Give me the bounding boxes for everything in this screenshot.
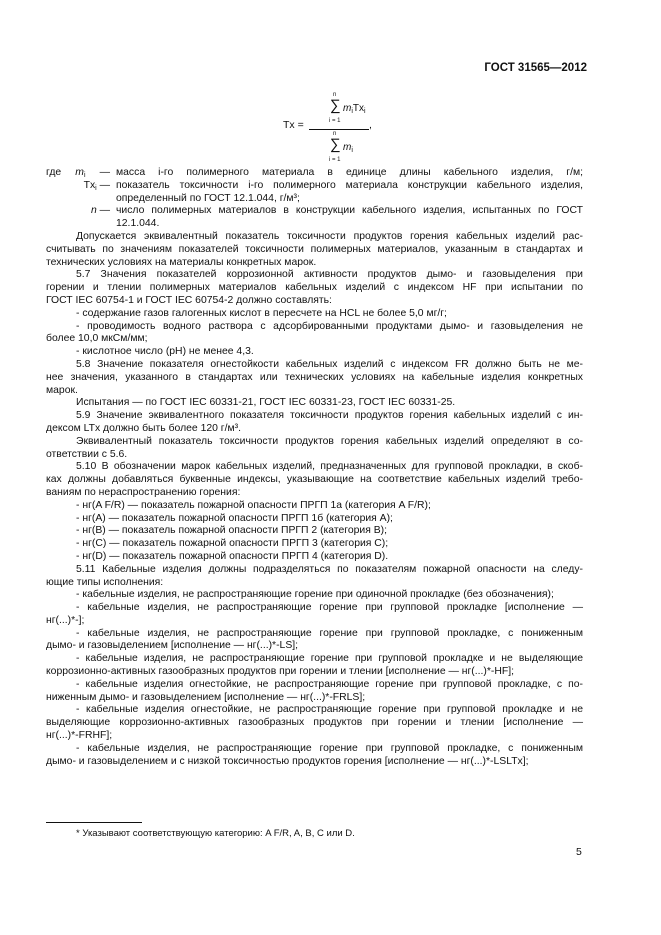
- paragraph-line: коррозионно-активных газообразных продуктов при горении и тлении [исполнение — нг(...)*-HF];: [46, 666, 515, 678]
- list-item: - нг(C) — показатель пожарной опасности ПРГП 3 (категория C);: [76, 538, 389, 550]
- footnote-separator: [46, 822, 142, 823]
- paragraph-line: технических условиях на материалы конкретных марок.: [46, 256, 317, 268]
- paragraph-line: Испытания — по ГОСТ IEC 60331-21, ГОСТ IEC 60331-23, ГОСТ IEC 60331-25.: [76, 397, 456, 409]
- paragraph-line: ответствии с 5.6.: [46, 448, 128, 460]
- paragraph-line: считывать по значениям показателей токсичности полимерных материалов, указанным в стандартах и: [46, 243, 583, 255]
- section-5-9: 5.9 Значение эквивалентного показателя токсичности продуктов горения кабельных изделий с ин-: [76, 410, 583, 422]
- list-item: - кабельные изделия, не распространяющие горение при групповой прокладке [исполнение —: [76, 602, 583, 614]
- document-header: ГОСТ 31565—2012: [484, 62, 587, 74]
- section-5-11: 5.11 Кабельные изделия должны подразделяться по показателям пожарной опасности на следу-: [76, 563, 583, 575]
- page-number: 5: [576, 846, 582, 858]
- list-item: - нг(A F/R) — показатель пожарной опасности ПРГП 1а (категория A F/R);: [76, 499, 431, 511]
- formula-numerator: n ∑ i = 1 $m_iTx_i$: [329, 92, 366, 124]
- fraction-bar: [309, 129, 369, 130]
- paragraph-line: Эквивалентный показатель токсичности продуктов горения кабельных изделий определяют в со-: [76, 435, 583, 447]
- list-item: - кабельные изделия, не распространяющие горение при групповой прокладке, с пониженным: [76, 627, 583, 639]
- paragraph-line: нг(...)*-];: [46, 614, 85, 626]
- list-item: - нг(A) — показатель пожарной опасности ПРГП 1б (категория A);: [76, 512, 393, 524]
- paragraph-line: дексом LTx должно быть более 120 г/м³.: [46, 422, 241, 434]
- section-5-10: 5.10 В обозначении марок кабельных изделий, предназначенных для групповой прокладки, в скоб-: [76, 461, 583, 473]
- list-item: - кислотное число (pH) не менее 4,3.: [76, 346, 254, 358]
- list-item: - нг(D) — показатель пожарной опасности ПРГП 4 (категория D).: [76, 550, 389, 562]
- paragraph-line: марок.: [46, 384, 78, 396]
- definition-m: где $m_i$ — масса i-го полимерного материала в единице длины кабельного изделия, г/м;: [46, 167, 583, 179]
- formula-denominator: n ∑ i = 1 $m_i$: [329, 131, 353, 163]
- list-item: - кабельные изделия, не распространяющие горение при одиночной прокладке (без обозначения);: [76, 589, 554, 601]
- definition-n: n — число полимерных материалов в конструкции кабельного изделия, испытанных по ГОСТ 12.1.044.: [90, 205, 583, 230]
- paragraph-line: дымо- и газовыделением [исполнение — нг(...)*-LS];: [46, 640, 299, 652]
- paragraph-line: ваниям по нераспространению горения:: [46, 486, 241, 498]
- list-item: - кабельные изделия огнестойкие, не распространяющие горение при групповой прокладке, с по-: [76, 678, 583, 690]
- paragraph-line: горении и тлении полимерных материалов кабельных изделий с индексом HF при испытании по: [46, 282, 583, 294]
- paragraph-line: ниженным дымо- и газовыделением [исполнение — нг(...)*-FRLS];: [46, 691, 366, 703]
- list-item: - нг(B) — показатель пожарной опасности ПРГП 2 (категория B);: [76, 525, 387, 537]
- paragraph-line: нее значения, указанного в стандартах или технических условиях на кабельные изделия конкретных: [46, 371, 583, 383]
- definition-tx: $Tx_i$ — показатель токсичности i-го полимерного материала конструкции кабельного изделия, определенный по ГОСТ 12.1.044, г/м³;: [83, 179, 583, 204]
- paragraph-line: Допускается эквивалентный показатель токсичности продуктов горения кабельных изделий рас-: [76, 230, 583, 242]
- paragraph-line: ках должны добавляться буквенные индексы, указывающие на соответствие кабельных изделий требо-: [46, 474, 583, 486]
- formula-lhs: Tx =: [283, 119, 304, 131]
- paragraph-line: нг(...)*-FRHF];: [46, 730, 113, 742]
- paragraph-line: ГОСТ IEC 60754-1 и ГОСТ IEC 60754-2 должно составлять:: [46, 294, 332, 306]
- document-body: [46, 167, 583, 768]
- paragraph-line: более 10,0 мкСм/мм;: [46, 333, 148, 345]
- list-item: - кабельные изделия, не распространяющие горение при групповой прокладке и не выделяющие: [76, 653, 583, 665]
- paragraph-line: ющие типы исполнения:: [46, 576, 164, 588]
- list-item: - содержание газов галогенных кислот в пересчете на HCL не более 5,0 мг/г;: [76, 307, 447, 319]
- paragraph-line: дымо- и газовыделением и с низкой токсичностью продуктов горения [исполнение — нг(...)*-LSLTx];: [46, 755, 529, 767]
- paragraph-line: выделяющие коррозионно-активных газообразных продуктов при горении и тлении [исполнение —: [46, 717, 583, 729]
- footnote: * Указывают соответствующую категорию: A F/R, A, B, C или D.: [76, 828, 355, 839]
- list-item: - кабельные изделия огнестойкие, не распространяющие горение при групповой прокладке и не: [76, 704, 583, 716]
- list-item: - кабельные изделия, не распространяющие горение при групповой прокладке, с пониженным: [76, 742, 583, 754]
- section-5-7: 5.7 Значения показателей коррозионной активности продуктов дымо- и газовыделения при: [76, 269, 583, 281]
- list-item: - проводимость водного раствора с адсорбированными продуктами дымо- и газовыделения не: [76, 320, 583, 332]
- section-5-8: 5.8 Значение показателя огнестойкости кабельных изделий с индексом FR должно быть не ме-: [76, 358, 583, 370]
